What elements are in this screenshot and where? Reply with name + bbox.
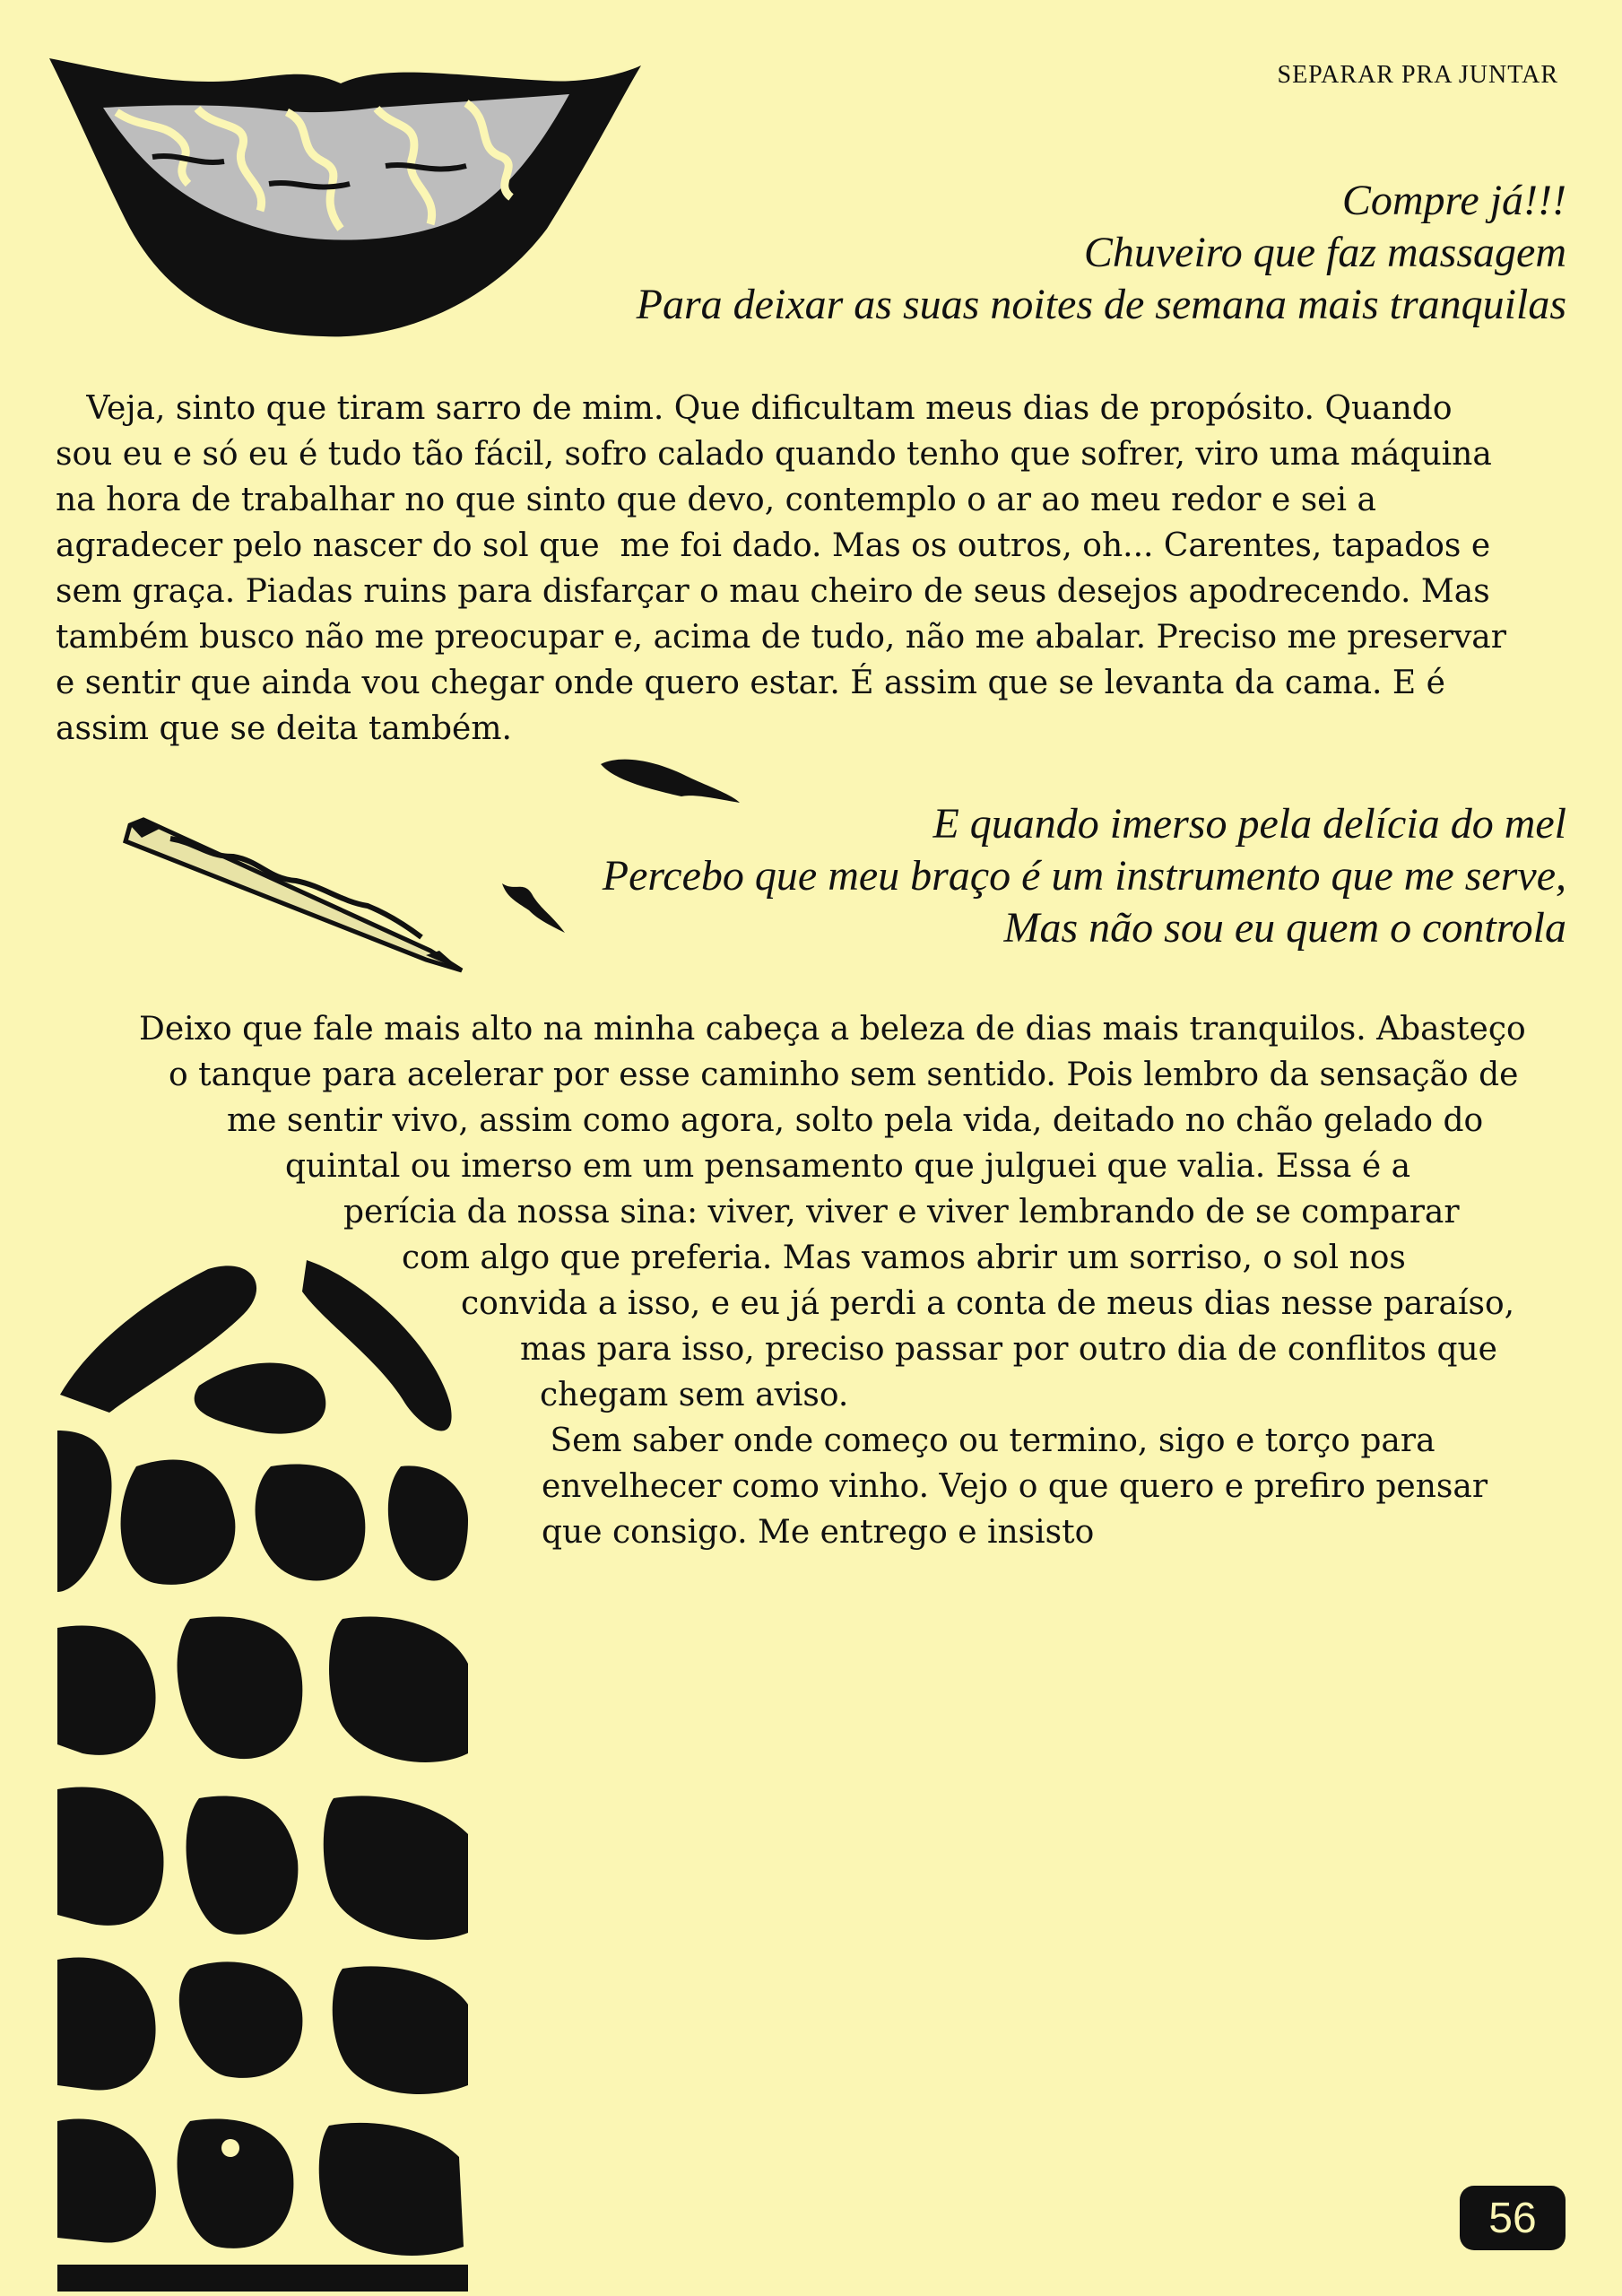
running-header: SEPARAR PRA JUNTAR — [1277, 61, 1558, 89]
poem-line: Mas não sou eu quem o controla — [1003, 904, 1566, 952]
prose-line: assim que se deita também. — [56, 710, 512, 747]
prose-line: perícia da nossa sina: viver, viver e viver lembrando de se comparar — [343, 1194, 1460, 1231]
prose-line: Deixo que fale mais alto na minha cabeça a beleza de dias mais tranquilos. Abasteço — [139, 1011, 1526, 1048]
prose-line: também busco não me preocupar e, acima de tudo, não me abalar. Preciso me preservar — [56, 619, 1506, 656]
prose-line: e sentir que ainda vou chegar onde quero estar. É assim que se levanta da cama. E é — [56, 665, 1445, 701]
stone-pattern-illustration — [56, 1251, 473, 2292]
prose-line: chegam sem aviso. — [540, 1377, 849, 1413]
poem-line: Chuveiro que faz massagem — [1083, 229, 1566, 276]
prose-line: na hora de trabalhar no que sinto que devo, contemplo o ar ao meu redor e sei a — [56, 482, 1376, 518]
poem-block-2 — [603, 798, 1566, 954]
poem-block-1 — [637, 175, 1566, 331]
prose-line: envelhecer como vinho. Vejo o que quero e prefiro pensar — [542, 1468, 1488, 1505]
prose-line: me sentir vivo, assim como agora, solto pela vida, deitado no chão gelado do — [227, 1102, 1484, 1139]
page-number-badge: 56 — [1460, 2186, 1566, 2250]
prose-line: convida a isso, e eu já perdi a conta de meus dias nesse paraíso, — [461, 1285, 1515, 1322]
prose-paragraph-1 — [56, 386, 1580, 752]
prose-line: que consigo. Me entrego e insisto — [542, 1514, 1095, 1551]
poem-line: Percebo que meu braço é um instrumento que me serve, — [602, 852, 1566, 900]
prose-line: Veja, sinto que tiram sarro de mim. Que dificultam meus dias de propósito. Quando — [56, 390, 1453, 427]
poem-line: E quando imerso pela delícia do mel — [932, 800, 1566, 848]
prose-line: quintal ou imerso em um pensamento que julguei que valia. Essa é a — [285, 1148, 1411, 1185]
prose-line: Sem saber onde começo ou termino, sigo e torço para — [540, 1422, 1436, 1459]
prose-line: sem graça. Piadas ruins para disfarçar o mau cheiro de seus desejos apodrecendo. Mas — [56, 573, 1490, 610]
prose-line: com algo que preferia. Mas vamos abrir um sorriso, o sol nos — [402, 1239, 1406, 1276]
prose-line: agradecer pelo nascer do sol que me foi dado. Mas os outros, oh... Carentes, tapados e — [56, 527, 1491, 564]
prose-line: o tanque para acelerar por esse caminho sem sentido. Pois lembro da sensação de — [169, 1057, 1519, 1093]
lips-illustration — [45, 49, 646, 345]
prose-line: mas para isso, preciso passar por outro dia de conflitos que — [520, 1331, 1497, 1368]
poem-line: Para deixar as suas noites de semana mais tranquilas — [636, 281, 1566, 328]
brush-stroke-icon — [498, 874, 569, 937]
prose-line: sou eu e só eu é tudo tão fácil, sofro calado quando tenho que sofrer, viro uma máquina — [56, 436, 1492, 473]
poem-line: Compre já!!! — [1341, 177, 1566, 224]
pen-illustration — [117, 816, 475, 978]
